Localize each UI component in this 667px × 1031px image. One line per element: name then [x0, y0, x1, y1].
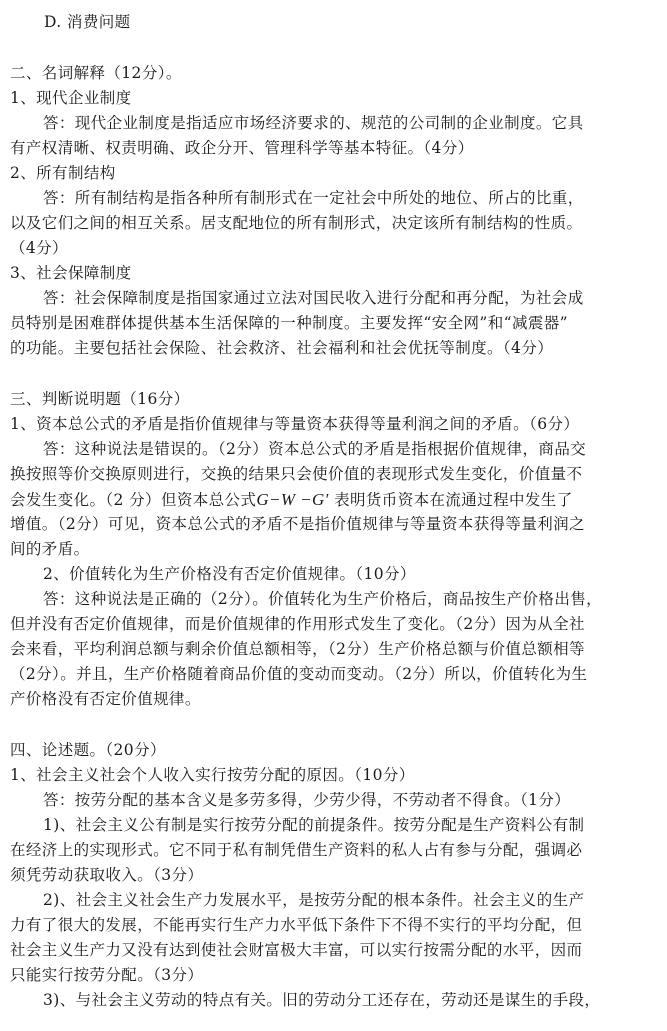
answer-line: 会来看，平均利润总额与剩余价值总额相等，（2分）生产价格总额与价值总额相等 [10, 640, 585, 658]
answer-line: 间的矛盾。 [10, 540, 90, 558]
answer-line: 答：所有制结构是指各种所有制形式在一定社会中所处的地位、所占的比重， [43, 189, 584, 207]
answer-line: 产价格没有否定价值规律。 [10, 690, 201, 708]
answer-line: 有产权清晰、权责明确、政企分开、管理科学等基本特征。（4分） [10, 139, 474, 157]
answer-line: 答：社会保障制度是指国家通过立法对国民收入进行分配和再分配，为社会成 [43, 289, 584, 307]
answer-line: 在经济上的实现形式。它不同于私有制凭借生产资料的私人占有参与分配，强调必 [10, 841, 583, 859]
question-title: 1、现代企业制度 [10, 89, 132, 107]
section-3-title: 三、判断说明题（16分） [10, 390, 190, 408]
question-title: 1、资本总公式的矛盾是指价值规律与等量资本获得等量利润之间的矛盾。（6分） [10, 415, 580, 433]
answer-text: 表明货币资本在流通过程中发生了 [334, 491, 573, 509]
answer-line: 须凭劳动获取收入。（3分） [10, 866, 204, 884]
capital-formula: G−W −G′ [256, 490, 329, 509]
section-4-title: 四、论述题。（20分） [10, 741, 166, 759]
section-2-title: 二、名词解释（12分）。 [10, 64, 182, 82]
answer-line: 2)、社会主义社会生产力发展水平，是按劳分配的根本条件。社会主义的生产 [43, 891, 585, 909]
answer-line: 答：现代企业制度是指适应市场经济要求的、规范的公司制的企业制度。它具 [43, 114, 584, 132]
answer-line: 的功能。主要包括社会保险、社会救济、社会福利和社会优抚等制度。（4分） [10, 339, 554, 357]
answer-line: 只能实行按劳分配。（3分） [10, 966, 204, 984]
answer-line: 力有了很大的发展，不能再实行生产力水平低下条件下不得不实行的平均分配，但 [10, 916, 583, 934]
answer-line: （4分） [10, 239, 68, 257]
answer-line: 答：这种说法是错误的。（2分）资本总公式的矛盾是指根据价值规律，商品交 [43, 440, 587, 458]
answer-line: 换按照等价交换原则进行，交换的结果只会使价值的表现形式发生变化，价值量不 [10, 465, 583, 483]
answer-line: 答：按劳分配的基本含义是多劳多得，少劳少得，不劳动者不得食。（1分） [43, 791, 571, 809]
answer-line: 以及它们之间的相互关系。居支配地位的所有制形式，决定该所有制结构的性质。 [10, 214, 583, 232]
answer-line: 答：这种说法是正确的（2分）。价值转化为生产价格后，商品按生产价格出售， [43, 590, 603, 608]
answer-line: 1)、社会主义公有制是实行按劳分配的前提条件。按劳分配是生产资料公有制 [43, 816, 585, 834]
answer-line: 但并没有否定价值规律，而是价值规律的作用形式发生了变化。（2分）因为从全社 [10, 615, 585, 633]
question-title: 3、社会保障制度 [10, 264, 132, 282]
answer-line: 员特别是困难群体提供基本生活保障的一种制度。主要发挥“安全网”和“减震器” [10, 314, 568, 332]
answer-line-with-formula [10, 487, 660, 512]
question-title: 1、社会主义社会个人收入实行按劳分配的原因。（10分） [10, 766, 415, 784]
answer-line: 增值。（2分）可见，资本总公式的矛盾不是指价值规律与等量资本获得等量利润之 [10, 515, 585, 533]
answer-line: 3)、与社会主义劳动的特点有关。旧的劳动分工还存在，劳动还是谋生的手段， [43, 991, 601, 1009]
question-title: 2、价值转化为生产价格没有否定价值规律。（10分） [43, 565, 416, 583]
answer-line: （2分）。并且，生产价格随着商品价值的变动而变动。（2分）所以，价值转化为生 [10, 665, 588, 683]
question-title: 2、所有制结构 [10, 164, 116, 182]
answer-line: 社会主义生产力又没有达到使社会财富极大丰富，可以实行按需分配的水平，因而 [10, 941, 583, 959]
answer-text: 会发生变化。（2 分）但资本总公式 [10, 491, 257, 509]
option-d: D. 消费问题 [44, 13, 131, 31]
